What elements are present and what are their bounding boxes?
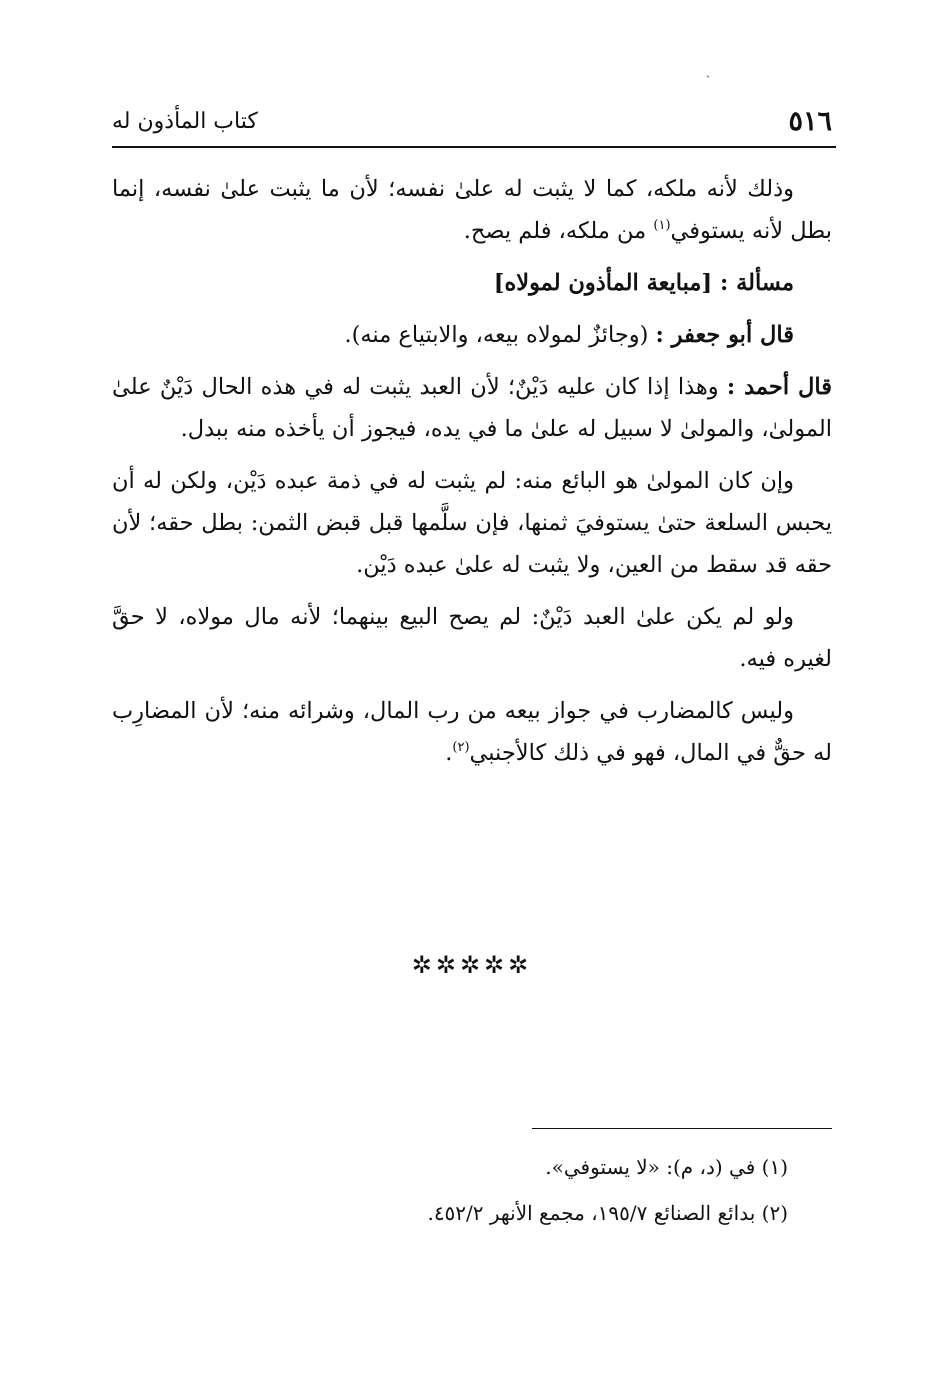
paragraph-2 [112,262,832,304]
issue-heading: [مبايعة المأذون لمولاه] [493,270,720,296]
header-rule [112,146,836,148]
speaker-abu-jafar: قال أبو جعفر : [655,322,794,348]
paragraph-6-text: ولو لم يكن علىٰ العبد دَيْنٌ: لم يصح البيع بينهما؛ لأنه مال مولاه، لا حقَّ لغيره فيه. [112,604,832,672]
paragraph-6 [112,596,832,680]
paragraph-3 [112,314,832,356]
footnote-1: (١) في (د، م): «لا يستوفي». [545,1155,788,1179]
footnote-2: (٢) بدائع الصنائع ١٩٥/٧، مجمع الأنهر ٤٥٢/٢. [427,1201,788,1225]
issue-label: مسألة : [719,270,794,296]
speaker-ahmad: قال أحمد : [726,374,832,400]
footnote-rule [532,1128,832,1129]
footnote-ref-2: (٢) [452,740,470,755]
paragraph-7-text-a: وليس كالمضارب في جواز بيعه من رب المال، وشرائه منه؛ لأن المضارِب له حقٌّ في المال، فهو في ذلك كالأجنبي [112,698,832,766]
footnotes [112,1144,788,1236]
page-number: ٥١٦ [788,106,832,137]
paragraph-4 [112,366,832,450]
paragraph-3-text: (وجائزٌ لمولاه بيعه، والابتياع منه). [344,322,656,348]
footnote-ref-1: (١) [653,218,671,233]
paragraph-1-text-b: من ملكه، فلم يصح. [463,218,654,244]
paragraph-5-text: وإن كان المولىٰ هو البائع منه: لم يثبت له في ذمة عبده دَيْن، ولكن له أن يحبس السلعة حتىٰ يستوفيَ ثمنها، فإن سلَّمها قبل قبض الثمن: بطل حقه؛ لأن حقه قد سقط من العين، ولا يثبت له علىٰ عبده دَيْن. [112,468,832,578]
section-ornament: ✲✲✲✲✲ [411,951,533,979]
paragraph-1 [112,168,832,252]
main-text [112,168,832,784]
paragraph-5 [112,460,832,586]
paragraph-7-text-b: . [445,740,453,766]
paragraph-1-text-a: وذلك لأنه ملكه، كما لا يثبت له علىٰ نفسه؛ لأن ما يثبت علىٰ نفسه، إنما بطل لأنه يستوفي [112,176,832,244]
running-title: كتاب المأذون له [112,109,258,134]
paragraph-4-text: وهذا إذا كان عليه دَيْنٌ؛ لأن العبد يثبت له في هذه الحال دَيْنٌ علىٰ المولىٰ، والمولىٰ لا سبيل له علىٰ ما في يده، فيجوز أن يأخذه منه ببدل. [112,374,832,442]
paragraph-7 [112,690,832,774]
scan-mark: ˎ [706,64,710,78]
page-header [112,100,832,144]
